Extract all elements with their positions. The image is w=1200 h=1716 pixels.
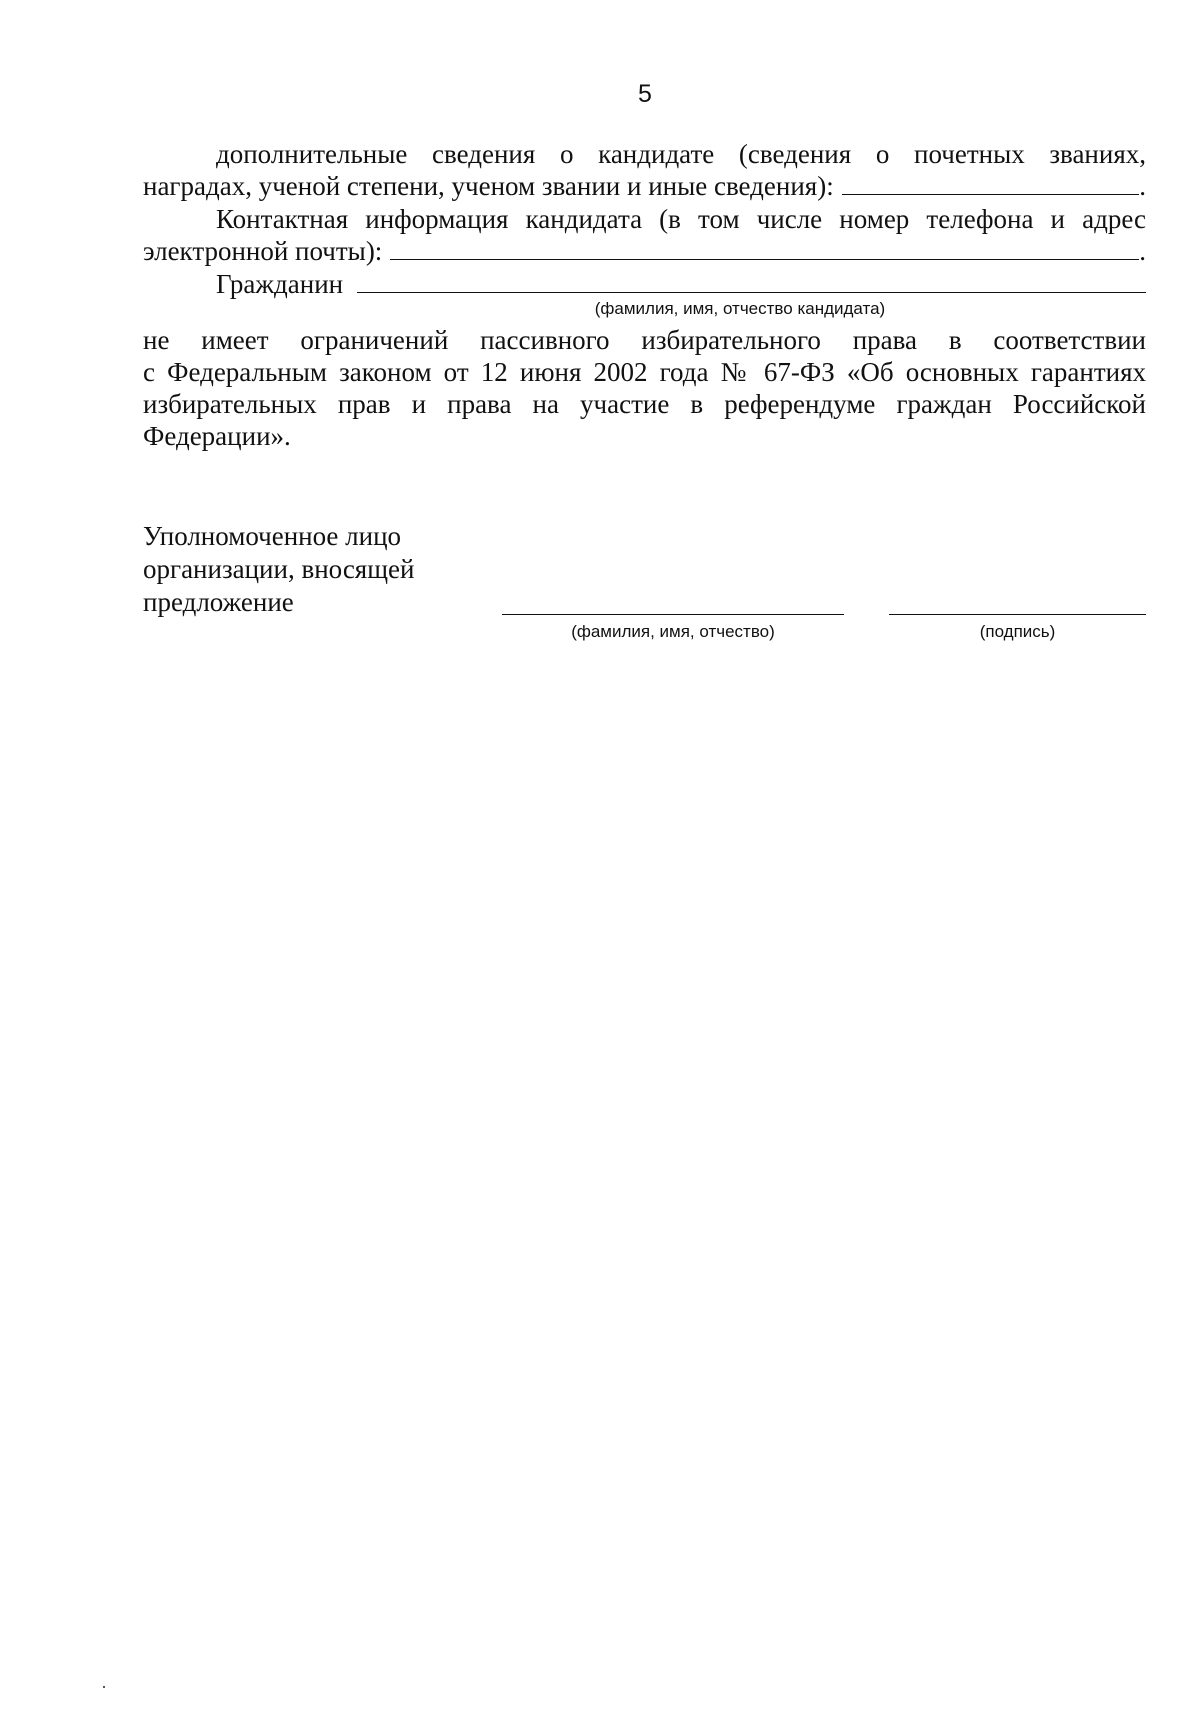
signer-line-2: организации, вносящей (143, 554, 415, 584)
statement-line-1: не имеет ограничений пассивного избирательного права в соответствии (143, 325, 1146, 355)
citizen-name-blank[interactable] (357, 268, 1146, 293)
signer-line-3: предложение (143, 587, 294, 617)
additional-info-line-2 (143, 170, 1146, 202)
citizen-line (216, 268, 1146, 300)
signer-block (143, 520, 414, 619)
statement-line-4: Федерации». (143, 421, 291, 451)
statement-line-3: избирательных прав и права на участие в референдуме граждан Российской (143, 389, 1146, 419)
signature-line[interactable] (889, 614, 1146, 615)
scan-dot (103, 1686, 105, 1688)
page-number: 5 (638, 80, 652, 108)
contact-info-line-2 (143, 235, 1146, 267)
contact-info-label: электронной почты): (143, 236, 383, 266)
contact-info-blank[interactable] (390, 235, 1139, 260)
additional-info-label: наградах, ученой степени, ученом звании и иные сведения): (143, 171, 834, 201)
additional-info-blank[interactable] (842, 170, 1140, 195)
signer-line-1: Уполномоченное лицо (143, 521, 402, 551)
contact-info-period: . (1139, 236, 1146, 266)
statement-line-2: с Федеральным законом от 12 июня 2002 года № 67-ФЗ «Об основных гарантиях (143, 357, 1146, 387)
signer-name-line[interactable] (502, 614, 844, 615)
citizen-label: Гражданин (216, 269, 344, 299)
additional-info-line-1: дополнительные сведения о кандидате (сведения о почетных званиях, (216, 139, 1146, 169)
additional-info-period: . (1139, 171, 1146, 201)
citizen-caption: (фамилия, имя, отчество кандидата) (594, 299, 886, 318)
signer-name-caption: (фамилия, имя, отчество) (571, 622, 775, 641)
contact-info-line-1: Контактная информация кандидата (в том числе номер телефона и адрес (216, 204, 1146, 234)
signature-caption: (подпись) (979, 622, 1056, 641)
